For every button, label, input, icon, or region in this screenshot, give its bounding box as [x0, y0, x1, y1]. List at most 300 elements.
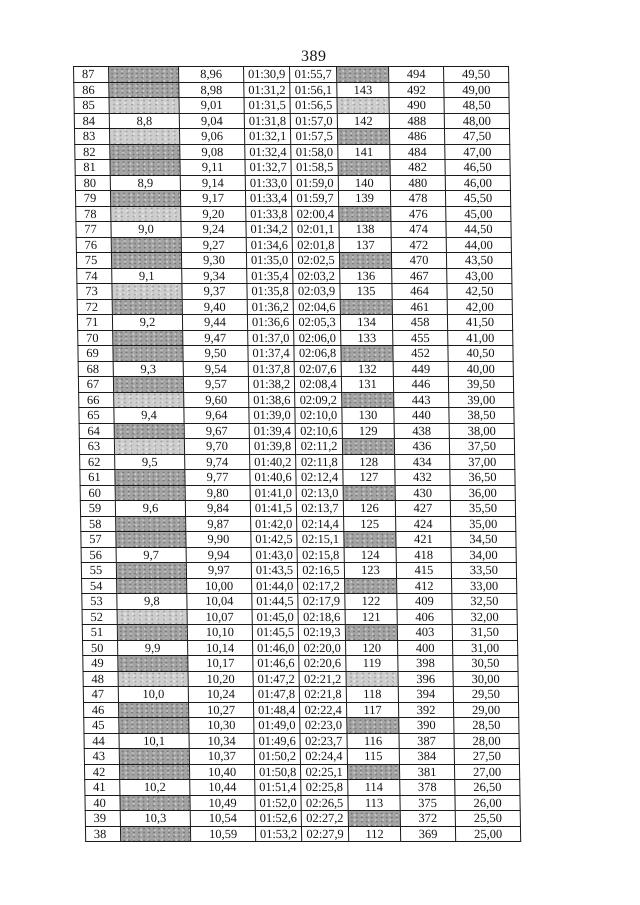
row-number-cell: 55 [81, 563, 116, 579]
integer-value-cell: 131 [341, 377, 393, 393]
shaded-cell [114, 439, 184, 455]
count-value-cell: 378 [400, 780, 455, 796]
decimal-value-cell: 9,17 [180, 191, 245, 207]
row-number-cell: 44 [84, 733, 119, 749]
count-value-cell: 406 [397, 609, 452, 625]
time-b-cell: 02:03,2 [293, 268, 340, 284]
integer-value-cell: 135 [340, 284, 392, 300]
table-row [77, 315, 512, 331]
time-b-cell: 02:18,6 [298, 609, 345, 625]
table-row [79, 439, 514, 455]
integer-value-cell: 133 [341, 330, 393, 346]
time-a-cell: 01:51,4 [255, 780, 301, 796]
count-value-cell: 461 [392, 299, 447, 315]
time-a-cell: 01:36,6 [247, 315, 293, 331]
integer-value-cell: 126 [343, 501, 395, 517]
time-b-cell: 02:00,4 [292, 206, 339, 222]
page-number: 389 [301, 48, 327, 65]
decimal-value-cell: 10,20 [188, 671, 253, 687]
count-value-cell: 440 [394, 408, 449, 424]
count-value-cell: 443 [394, 392, 449, 408]
decimal-value-cell: 8,96 [179, 67, 244, 83]
shaded-cell [109, 67, 179, 83]
score-value-cell: 25,50 [455, 811, 520, 827]
shaded-cell [118, 671, 188, 687]
short-decimal-cell: 10,3 [120, 811, 190, 827]
integer-value-cell: 115 [347, 749, 399, 765]
table-row [83, 702, 518, 718]
time-b-cell: 02:01,1 [292, 222, 339, 238]
score-value-cell: 28,50 [454, 718, 519, 734]
shaded-cell [118, 702, 188, 718]
decimal-value-cell: 9,34 [182, 268, 247, 284]
table-row [75, 175, 510, 191]
count-value-cell: 455 [393, 330, 448, 346]
short-decimal-cell: 10,1 [119, 733, 189, 749]
table-row [79, 408, 514, 424]
score-value-cell: 30,00 [453, 671, 518, 687]
table-row [74, 82, 509, 98]
time-a-cell: 01:52,6 [255, 811, 301, 827]
count-value-cell: 381 [399, 764, 454, 780]
table-row [84, 764, 519, 780]
decimal-value-cell: 9,54 [183, 361, 248, 377]
score-value-cell: 45,50 [445, 191, 510, 207]
decimal-value-cell: 9,08 [180, 144, 245, 160]
table-row [79, 423, 514, 439]
integer-value-cell: 130 [342, 408, 394, 424]
table-row [82, 625, 517, 641]
row-number-cell: 39 [85, 811, 120, 827]
count-value-cell: 392 [398, 702, 453, 718]
row-number-cell: 57 [81, 532, 116, 548]
integer-value-cell: 124 [344, 547, 396, 563]
time-b-cell: 02:10,0 [295, 408, 342, 424]
shaded-cell [113, 346, 183, 362]
score-value-cell: 36,50 [450, 470, 515, 486]
table-row [78, 361, 513, 377]
count-value-cell: 387 [399, 733, 454, 749]
score-value-cell: 37,50 [449, 439, 514, 455]
row-number-cell: 40 [85, 795, 120, 811]
integer-value-cell: 140 [338, 175, 390, 191]
shaded-cell [117, 625, 187, 641]
decimal-value-cell: 9,30 [181, 253, 246, 269]
decimal-value-cell: 9,50 [183, 346, 248, 362]
time-b-cell: 02:22,4 [299, 702, 346, 718]
score-value-cell: 25,00 [455, 826, 520, 842]
time-b-cell: 02:17,9 [298, 594, 345, 610]
score-value-cell: 31,00 [453, 640, 518, 656]
short-decimal-cell: 10,2 [120, 780, 190, 796]
time-a-cell: 01:45,5 [252, 625, 298, 641]
score-value-cell: 46,00 [445, 175, 510, 191]
scoring-table-container [73, 66, 521, 842]
time-b-cell: 01:56,1 [290, 82, 337, 98]
decimal-value-cell: 9,87 [186, 516, 251, 532]
time-a-cell: 01:39,0 [249, 408, 295, 424]
shaded-cell [119, 718, 189, 734]
decimal-value-cell: 9,74 [185, 454, 250, 470]
score-value-cell: 38,50 [449, 408, 514, 424]
shaded-cell [337, 129, 389, 145]
table-row [81, 532, 516, 548]
time-b-cell: 02:12,4 [296, 470, 343, 486]
decimal-value-cell: 10,27 [188, 702, 253, 718]
score-value-cell: 32,50 [452, 594, 517, 610]
score-value-cell: 40,00 [448, 361, 513, 377]
score-value-cell: 27,50 [454, 749, 519, 765]
time-b-cell: 02:07,6 [294, 361, 341, 377]
time-b-cell: 02:13,7 [296, 501, 343, 517]
shaded-cell [112, 299, 182, 315]
time-b-cell: 02:14,4 [297, 516, 344, 532]
row-number-cell: 50 [83, 640, 118, 656]
count-value-cell: 438 [394, 423, 449, 439]
row-number-cell: 84 [74, 113, 109, 129]
integer-value-cell: 125 [344, 516, 396, 532]
time-a-cell: 01:42,0 [251, 516, 297, 532]
scoring-table-body [74, 67, 521, 842]
short-decimal-cell: 9,1 [112, 268, 182, 284]
time-a-cell: 01:43,5 [251, 563, 297, 579]
time-a-cell: 01:31,5 [244, 98, 290, 114]
score-value-cell: 26,00 [455, 795, 520, 811]
count-value-cell: 434 [395, 454, 450, 470]
count-value-cell: 484 [390, 144, 445, 160]
score-value-cell: 41,50 [447, 315, 512, 331]
decimal-value-cell: 10,49 [190, 795, 255, 811]
time-a-cell: 01:50,2 [254, 749, 300, 765]
count-value-cell: 446 [393, 377, 448, 393]
short-decimal-cell: 8,8 [109, 113, 179, 129]
shaded-cell [111, 206, 181, 222]
integer-value-cell: 118 [346, 687, 398, 703]
shaded-cell [120, 795, 190, 811]
time-a-cell: 01:50,8 [254, 764, 300, 780]
table-row [76, 253, 511, 269]
integer-value-cell: 143 [337, 82, 389, 98]
row-number-cell: 86 [74, 82, 109, 98]
row-number-cell: 83 [74, 129, 109, 145]
count-value-cell: 482 [390, 160, 445, 176]
count-value-cell: 458 [392, 315, 447, 331]
score-value-cell: 35,00 [451, 516, 516, 532]
score-value-cell: 38,00 [449, 423, 514, 439]
row-number-cell: 78 [76, 206, 111, 222]
count-value-cell: 492 [389, 82, 444, 98]
shaded-cell [340, 299, 392, 315]
row-number-cell: 38 [85, 826, 120, 842]
score-value-cell: 49,50 [444, 67, 509, 83]
table-row [85, 826, 520, 842]
decimal-value-cell: 9,67 [184, 423, 249, 439]
short-decimal-cell: 9,0 [111, 222, 181, 238]
row-number-cell: 42 [84, 764, 119, 780]
time-a-cell: 01:33,8 [246, 206, 292, 222]
shaded-cell [115, 470, 185, 486]
decimal-value-cell: 10,54 [190, 811, 255, 827]
row-number-cell: 66 [79, 392, 114, 408]
shaded-cell [113, 377, 183, 393]
time-a-cell: 01:53,2 [255, 826, 301, 842]
shaded-cell [116, 516, 186, 532]
time-b-cell: 02:06,0 [294, 330, 341, 346]
table-row [77, 299, 512, 315]
score-value-cell: 32,00 [452, 609, 517, 625]
score-value-cell: 40,50 [448, 346, 513, 362]
count-value-cell: 474 [391, 222, 446, 238]
decimal-value-cell: 9,04 [179, 113, 244, 129]
score-value-cell: 39,50 [448, 377, 513, 393]
shaded-cell [337, 98, 389, 114]
shaded-cell [347, 718, 399, 734]
count-value-cell: 494 [389, 67, 444, 83]
row-number-cell: 64 [79, 423, 114, 439]
score-value-cell: 35,50 [450, 501, 515, 517]
shaded-cell [114, 423, 184, 439]
shaded-cell [113, 330, 183, 346]
shaded-cell [110, 144, 180, 160]
time-a-cell: 01:40,2 [250, 454, 296, 470]
short-decimal-cell: 9,3 [113, 361, 183, 377]
short-decimal-cell: 9,7 [116, 547, 186, 563]
time-a-cell: 01:34,6 [246, 237, 292, 253]
time-b-cell: 02:09,2 [295, 392, 342, 408]
count-value-cell: 488 [389, 113, 444, 129]
time-a-cell: 01:47,8 [253, 687, 299, 703]
score-value-cell: 44,00 [446, 237, 511, 253]
shaded-cell [345, 578, 397, 594]
table-row [79, 392, 514, 408]
score-value-cell: 33,50 [451, 563, 516, 579]
short-decimal-cell: 9,6 [115, 501, 185, 517]
score-value-cell: 37,00 [450, 454, 515, 470]
decimal-value-cell: 9,24 [181, 222, 246, 238]
score-value-cell: 30,50 [453, 656, 518, 672]
decimal-value-cell: 9,90 [186, 532, 251, 548]
decimal-value-cell: 9,27 [181, 237, 246, 253]
decimal-value-cell: 10,59 [190, 826, 255, 842]
count-value-cell: 421 [396, 532, 451, 548]
score-value-cell: 29,00 [453, 702, 518, 718]
table-row [74, 113, 509, 129]
shaded-cell [112, 284, 182, 300]
count-value-cell: 394 [398, 687, 453, 703]
shaded-cell [118, 656, 188, 672]
time-a-cell: 01:37,8 [248, 361, 294, 377]
decimal-value-cell: 9,14 [180, 175, 245, 191]
row-number-cell: 49 [83, 656, 118, 672]
time-b-cell: 02:27,2 [301, 811, 348, 827]
time-a-cell: 01:33,0 [245, 175, 291, 191]
shaded-cell [109, 129, 179, 145]
time-a-cell: 01:47,2 [253, 671, 299, 687]
time-b-cell: 01:57,5 [290, 129, 337, 145]
count-value-cell: 432 [395, 470, 450, 486]
short-decimal-cell: 10,0 [118, 687, 188, 703]
time-b-cell: 01:59,7 [291, 191, 338, 207]
shaded-cell [347, 764, 399, 780]
integer-value-cell: 121 [345, 609, 397, 625]
row-number-cell: 60 [80, 485, 115, 501]
decimal-value-cell: 10,34 [189, 733, 254, 749]
integer-value-cell: 114 [348, 780, 400, 796]
table-row [75, 191, 510, 207]
short-decimal-cell: 9,9 [118, 640, 188, 656]
count-value-cell: 424 [396, 516, 451, 532]
time-a-cell: 01:44,0 [252, 578, 298, 594]
time-a-cell: 01:42,5 [251, 532, 297, 548]
time-a-cell: 01:31,2 [244, 82, 290, 98]
score-value-cell: 26,50 [455, 780, 520, 796]
decimal-value-cell: 9,60 [184, 392, 249, 408]
row-number-cell: 59 [80, 501, 115, 517]
score-value-cell: 48,50 [444, 98, 509, 114]
count-value-cell: 412 [397, 578, 452, 594]
time-b-cell: 02:26,5 [301, 795, 348, 811]
time-a-cell: 01:36,2 [247, 299, 293, 315]
table-row [76, 237, 511, 253]
short-decimal-cell: 9,5 [115, 454, 185, 470]
time-a-cell: 01:46,6 [253, 656, 299, 672]
time-a-cell: 01:32,1 [244, 129, 290, 145]
time-b-cell: 02:11,2 [295, 439, 342, 455]
score-value-cell: 48,00 [444, 113, 509, 129]
table-row [85, 795, 520, 811]
integer-value-cell: 141 [338, 144, 390, 160]
table-row [78, 346, 513, 362]
shaded-cell [348, 811, 400, 827]
table-row [81, 516, 516, 532]
table-row [75, 144, 510, 160]
shaded-cell [116, 532, 186, 548]
time-a-cell: 01:30,9 [244, 67, 290, 83]
count-value-cell: 375 [400, 795, 455, 811]
shaded-cell [341, 346, 393, 362]
score-value-cell: 49,00 [444, 82, 509, 98]
table-row [77, 284, 512, 300]
integer-value-cell: 122 [345, 594, 397, 610]
time-b-cell: 02:23,0 [300, 718, 347, 734]
count-value-cell: 430 [395, 485, 450, 501]
table-row [76, 206, 511, 222]
row-number-cell: 63 [79, 439, 114, 455]
count-value-cell: 464 [392, 284, 447, 300]
count-value-cell: 418 [396, 547, 451, 563]
row-number-cell: 69 [78, 346, 113, 362]
short-decimal-cell: 8,9 [110, 175, 180, 191]
score-value-cell: 47,50 [444, 129, 509, 145]
shaded-cell [338, 160, 390, 176]
integer-value-cell: 139 [338, 191, 390, 207]
row-number-cell: 82 [75, 144, 110, 160]
row-number-cell: 52 [82, 609, 117, 625]
shaded-cell [342, 439, 394, 455]
count-value-cell: 472 [391, 237, 446, 253]
time-b-cell: 01:56,5 [290, 98, 337, 114]
count-value-cell: 398 [398, 656, 453, 672]
shaded-cell [339, 206, 391, 222]
shaded-cell [110, 160, 180, 176]
shaded-cell [110, 191, 180, 207]
shaded-cell [120, 826, 190, 842]
time-a-cell: 01:41,0 [250, 485, 296, 501]
row-number-cell: 74 [77, 268, 112, 284]
row-number-cell: 75 [76, 253, 111, 269]
decimal-value-cell: 10,44 [190, 780, 255, 796]
row-number-cell: 54 [82, 578, 117, 594]
score-value-cell: 36,00 [450, 485, 515, 501]
decimal-value-cell: 10,30 [189, 718, 254, 734]
integer-value-cell: 117 [346, 702, 398, 718]
shaded-cell [346, 671, 398, 687]
time-a-cell: 01:37,4 [248, 346, 294, 362]
decimal-value-cell: 9,06 [179, 129, 244, 145]
time-a-cell: 01:40,6 [250, 470, 296, 486]
score-value-cell: 46,50 [445, 160, 510, 176]
shaded-cell [109, 98, 179, 114]
score-value-cell: 45,00 [446, 206, 511, 222]
shaded-cell [344, 532, 396, 548]
shaded-cell [342, 392, 394, 408]
time-b-cell: 02:06,8 [294, 346, 341, 362]
time-b-cell: 02:16,5 [297, 563, 344, 579]
time-a-cell: 01:37,0 [248, 330, 294, 346]
integer-value-cell: 132 [341, 361, 393, 377]
score-value-cell: 27,00 [454, 764, 519, 780]
decimal-value-cell: 9,80 [185, 485, 250, 501]
decimal-value-cell: 9,97 [186, 563, 251, 579]
table-row [84, 718, 519, 734]
row-number-cell: 65 [79, 408, 114, 424]
decimal-value-cell: 9,20 [181, 206, 246, 222]
table-row [78, 377, 513, 393]
time-a-cell: 01:41,5 [250, 501, 296, 517]
decimal-value-cell: 10,37 [189, 749, 254, 765]
shaded-cell [119, 764, 189, 780]
shaded-cell [337, 67, 389, 83]
score-value-cell: 43,50 [446, 253, 511, 269]
count-value-cell: 400 [398, 640, 453, 656]
time-b-cell: 02:08,4 [294, 377, 341, 393]
count-value-cell: 396 [398, 671, 453, 687]
row-number-cell: 62 [80, 454, 115, 470]
decimal-value-cell: 10,24 [188, 687, 253, 703]
score-value-cell: 34,00 [451, 547, 516, 563]
short-decimal-cell: 9,8 [117, 594, 187, 610]
decimal-value-cell: 10,10 [187, 625, 252, 641]
row-number-cell: 76 [76, 237, 111, 253]
row-number-cell: 61 [80, 470, 115, 486]
count-value-cell: 390 [399, 718, 454, 734]
table-row [80, 485, 515, 501]
count-value-cell: 384 [399, 749, 454, 765]
time-a-cell: 01:52,0 [255, 795, 301, 811]
integer-value-cell: 138 [339, 222, 391, 238]
count-value-cell: 449 [393, 361, 448, 377]
integer-value-cell: 116 [347, 733, 399, 749]
time-b-cell: 01:55,7 [290, 67, 337, 83]
time-b-cell: 02:23,7 [300, 733, 347, 749]
time-b-cell: 02:27,9 [301, 826, 348, 842]
count-value-cell: 427 [395, 501, 450, 517]
decimal-value-cell: 9,37 [182, 284, 247, 300]
shaded-cell [117, 609, 187, 625]
time-a-cell: 01:49,0 [254, 718, 300, 734]
table-row [85, 811, 520, 827]
decimal-value-cell: 8,98 [179, 82, 244, 98]
